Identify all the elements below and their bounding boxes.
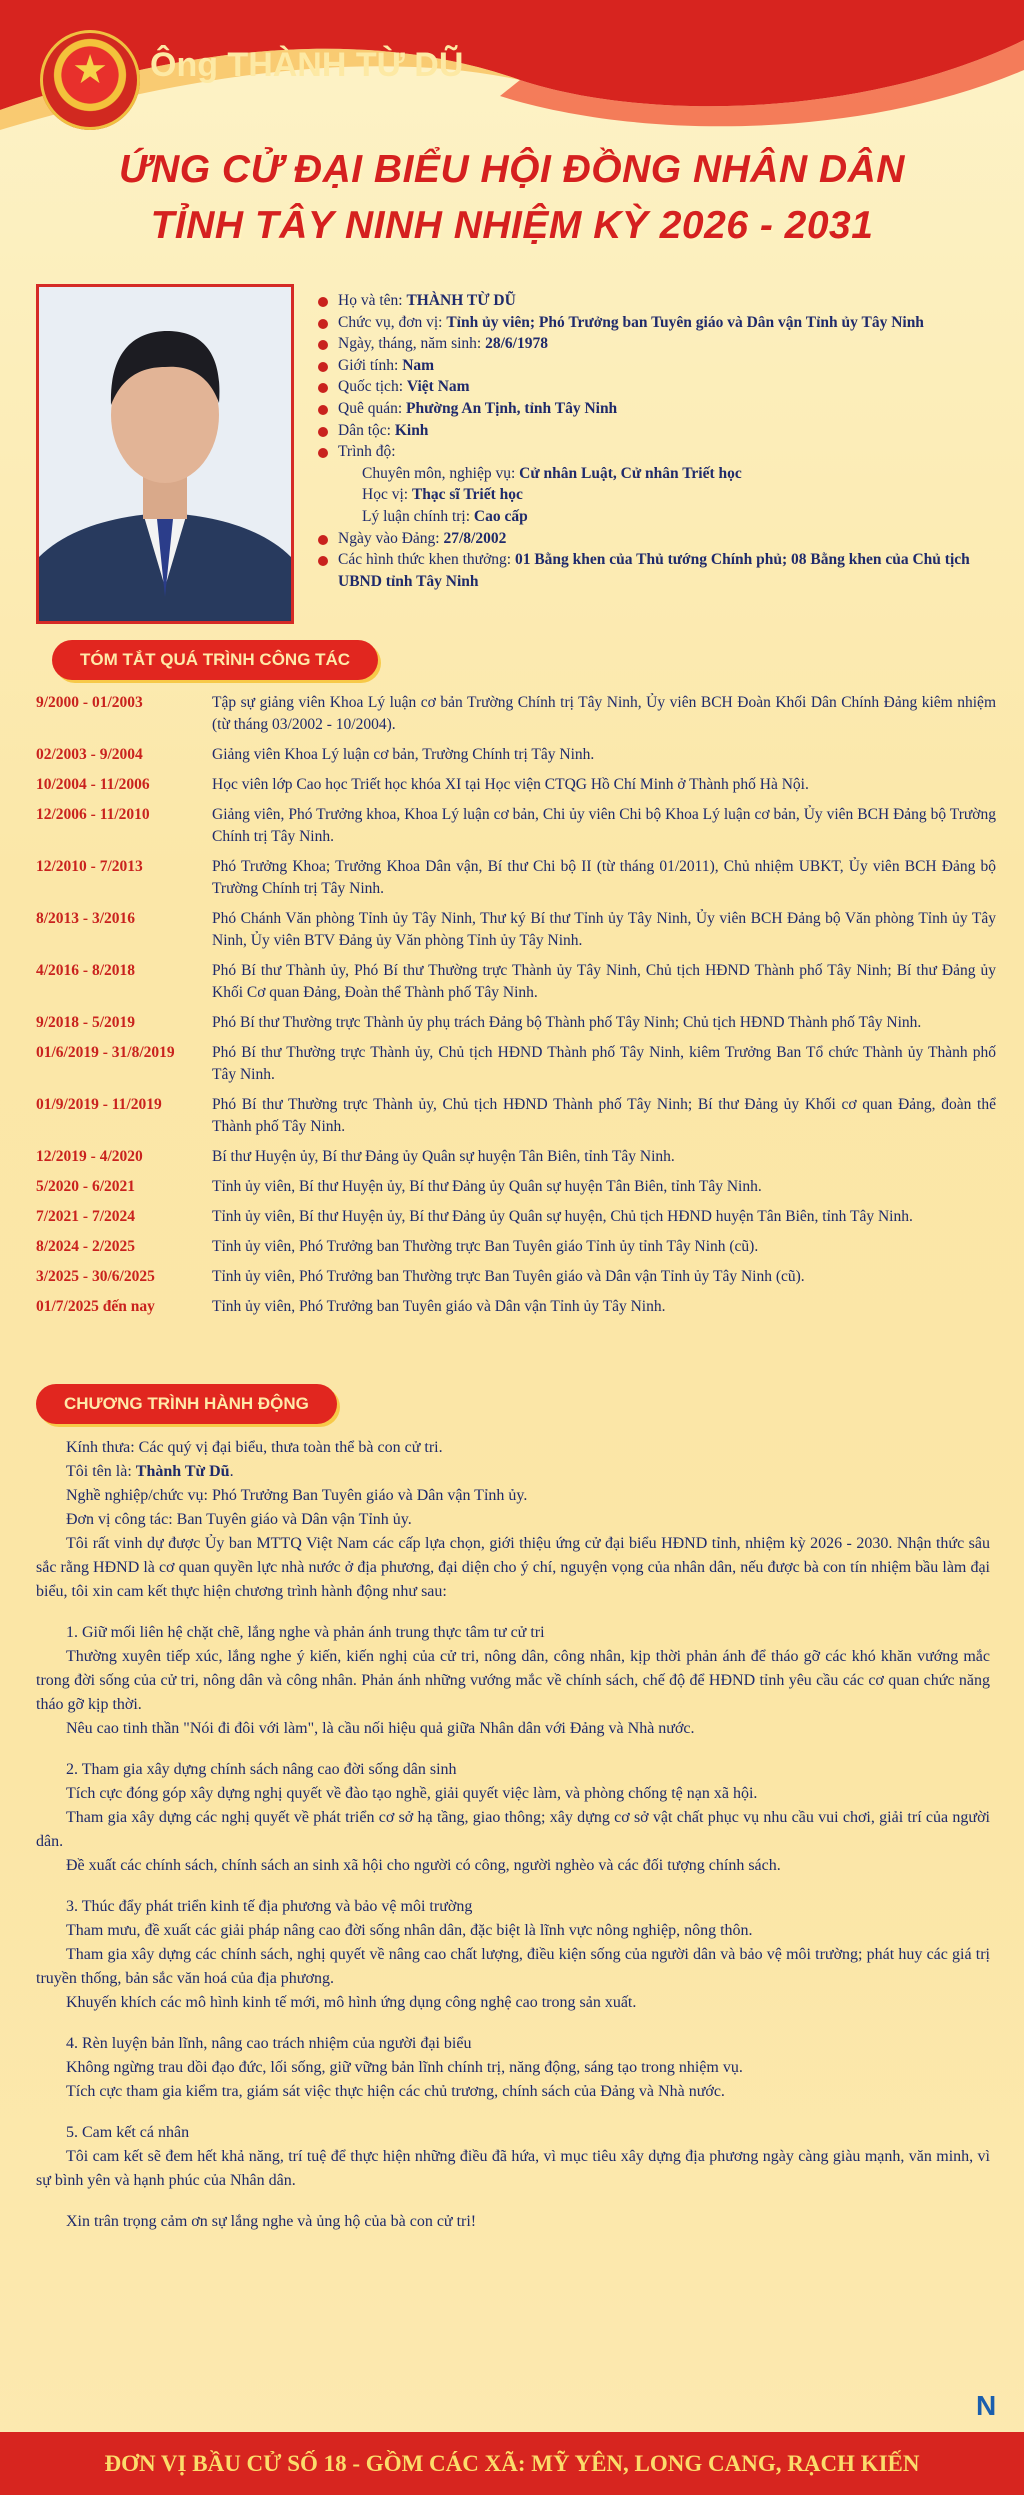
timeline-row (36, 908, 996, 952)
timeline-text: Tỉnh ủy viên, Phó Trưởng ban Thường trực Ban Tuyên giáo Tỉnh ủy tỉnh Tây Ninh (cũ). (212, 1238, 759, 1255)
timeline-text: Giảng viên, Phó Trưởng khoa, Khoa Lý luận cơ bản, Chi ủy viên Chi bộ Khoa Lý luận cơ bản, Ủy viên BCH Đảng bộ Trường Chính trị Tây Ninh. (212, 806, 996, 845)
timeline-text: Tỉnh ủy viên, Phó Trưởng ban Thường trực Ban Tuyên giáo và Dân vận Tỉnh ủy Tây Ninh (cũ). (212, 1268, 805, 1285)
timeline-row (36, 1094, 996, 1138)
timeline-row (36, 692, 996, 736)
info-row-position: Chức vụ, đơn vị: Tỉnh ủy viên; Phó Trưởng ban Tuyên giáo và Dân vận Tỉnh ủy Tây Ninh (316, 312, 996, 334)
title-line-2: TỈNH TÂY NINH NHIỆM KỲ 2026 - 2031 (150, 204, 874, 247)
point-4-title: 4. Rèn luyện bản lĩnh, nâng cao trách nhiệm của người đại biểu (66, 2035, 472, 2052)
timeline-row (36, 960, 996, 1004)
candidate-name-header: Ông THÀNH TỪ DŨ (150, 46, 464, 84)
timeline-row (36, 804, 996, 848)
action-program (36, 1436, 990, 2234)
point-3-b: Tham gia xây dựng các chính sách, nghị quyết về nâng cao chất lượng, điều kiện sống của người dân và bảo vệ môi trường; phát huy các giá trị truyền thống, bản sắc văn hoá của địa phương. (36, 1946, 990, 1987)
timeline-text: Phó Bí thư Thường trực Thành ủy phụ trách Đảng bộ Thành phố Tây Ninh; Chủ tịch HĐND Thành phố Tây Ninh. (212, 1014, 922, 1031)
publisher-logo-icon: N (976, 2390, 997, 2421)
timeline-row (36, 1206, 996, 1228)
point-4-a: Không ngừng trau dồi đạo đức, lối sống, giữ vững bản lĩnh chính trị, năng động, sáng tạo trong nhiệm vụ. (66, 2059, 743, 2076)
timeline-date: 02/2003 - 9/2004 (36, 746, 143, 763)
timeline-text: Phó Trưởng Khoa; Trưởng Khoa Dân vận, Bí thư Chi bộ II (từ tháng 01/2011), Chủ nhiệm UBKT, Ủy viên BCH Đảng bộ Trường Chính trị Tây Ninh. (212, 858, 996, 897)
point-2-c: Đề xuất các chính sách, chính sách an sinh xã hội cho người có công, người nghèo và các đối tượng chính sách. (66, 1857, 781, 1874)
info-row-nationality: Quốc tịch: Việt Nam (316, 376, 996, 398)
timeline-date: 12/2006 - 11/2010 (36, 806, 150, 823)
candidate-info (316, 290, 996, 592)
timeline-date: 7/2021 - 7/2024 (36, 1208, 136, 1225)
timeline-date: 9/2018 - 5/2019 (36, 1014, 136, 1031)
point-1-a: Thường xuyên tiếp xúc, lắng nghe ý kiến, kiến nghị của cử tri, nông dân, công nhân, kịp thời phản ánh để tháo gỡ các khó khăn vướng mắc trong đời sống của cử tri, nông dân và công nhân. Phản ánh những vướng mắc về chính sách, chế độ để HĐND tỉnh yêu cầu các cơ quan chức năng tháo gỡ kịp thời. (36, 1648, 990, 1713)
timeline-row (36, 1176, 996, 1198)
timeline-text: Tập sự giảng viên Khoa Lý luận cơ bản Trường Chính trị Tây Ninh, Ủy viên BCH Đoàn Khối Dân Chính Đảng kiêm nhiệm (từ tháng 03/2002 - 10/2004). (212, 694, 996, 733)
work-section-heading: TÓM TẮT QUÁ TRÌNH CÔNG TÁC (52, 640, 378, 680)
timeline-row (36, 1042, 996, 1086)
info-row-gender: Giới tính: Nam (316, 355, 996, 377)
timeline-text: Tỉnh ủy viên, Phó Trưởng ban Tuyên giáo và Dân vận Tỉnh ủy Tây Ninh. (212, 1298, 666, 1315)
info-row-party: Ngày vào Đảng: 27/8/2002 (316, 528, 996, 550)
point-2-b: Tham gia xây dựng các nghị quyết về phát triển cơ sở hạ tầng, giao thông; xây dựng cơ sở vật chất phục vụ nhu cầu vui chơi, giải trí của người dân. (36, 1809, 990, 1850)
info-row-dob: Ngày, tháng, năm sinh: 28/6/1978 (316, 333, 996, 355)
timeline-text: Phó Chánh Văn phòng Tỉnh ủy Tây Ninh, Thư ký Bí thư Tỉnh ủy Tây Ninh, Ủy viên BCH Đảng bộ Văn phòng Tỉnh ủy Tây Ninh, Ủy viên BTV Đảng ủy Văn phòng Tỉnh ủy Tây Ninh. (212, 910, 996, 949)
point-2-a: Tích cực đóng góp xây dựng nghị quyết về đào tạo nghề, giải quyết việc làm, và phòng chống tệ nạn xã hội. (66, 1785, 758, 1802)
timeline-date: 01/9/2019 - 11/2019 (36, 1096, 162, 1113)
electoral-unit-footer: ĐƠN VỊ BẦU CỬ SỐ 18 - GỒM CÁC XÃ: MỸ YÊN, LONG CANG, RẠCH KIẾN (0, 2432, 1024, 2495)
point-3-a: Tham mưu, đề xuất các giải pháp nâng cao đời sống nhân dân, đặc biệt là lĩnh vực nông nghiệp, nông thôn. (66, 1922, 753, 1939)
timeline-date: 8/2024 - 2/2025 (36, 1238, 136, 1255)
work-timeline (36, 692, 996, 1326)
timeline-date: 9/2000 - 01/2003 (36, 694, 143, 711)
greeting: Kính thưa: Các quý vị đại biểu, thưa toàn thể bà con cử tri. (66, 1439, 443, 1456)
timeline-text: Bí thư Huyện ủy, Bí thư Đảng ủy Quân sự huyện Tân Biên, tỉnh Tây Ninh. (212, 1148, 675, 1165)
info-row-specialty: Chuyên môn, nghiệp vụ: Cử nhân Luật, Cử nhân Triết học (362, 464, 742, 482)
closing: Xin trân trọng cảm ơn sự lắng nghe và ủng hộ của bà con cử tri! (66, 2213, 477, 2230)
timeline-row (36, 1012, 996, 1034)
timeline-row (36, 1146, 996, 1168)
info-row-political: Lý luận chính trị: Cao cấp (362, 507, 528, 525)
national-emblem-icon: ★ (40, 30, 140, 130)
timeline-date: 10/2004 - 11/2006 (36, 776, 150, 793)
timeline-row (36, 1296, 996, 1318)
timeline-date: 5/2020 - 6/2021 (36, 1178, 136, 1195)
candidate-photo (36, 284, 294, 624)
timeline-date: 01/7/2025 đến nay (36, 1298, 155, 1315)
timeline-text: Giảng viên Khoa Lý luận cơ bản, Trường Chính trị Tây Ninh. (212, 746, 595, 763)
timeline-date: 12/2010 - 7/2013 (36, 858, 143, 875)
timeline-row (36, 1236, 996, 1258)
point-5-a: Tôi cam kết sẽ đem hết khả năng, trí tuệ để thực hiện những điều đã hứa, vì mục tiêu xây dựng địa phương ngày càng giàu mạnh, văn minh, vì sự bình yên và hạnh phúc của Nhân dân. (36, 2148, 990, 2189)
title-line-1: ỨNG CỬ ĐẠI BIỂU HỘI ĐỒNG NHÂN DÂN (119, 148, 905, 191)
info-row-awards: Các hình thức khen thưởng: 01 Bằng khen của Thủ tướng Chính phủ; 08 Bằng khen của Chủ tịch UBND tỉnh Tây Ninh (316, 549, 996, 592)
opening-paragraph: Tôi rất vinh dự được Ủy ban MTTQ Việt Nam các cấp lựa chọn, giới thiệu ứng cử đại biểu HĐND tỉnh, nhiệm kỳ 2026 - 2030. Nhận thức sâu sắc rằng HĐND là cơ quan quyền lực nhà nước ở địa phương, đại diện cho ý chí, nguyện vọng của nhân dân, nếu được bà con tín nhiệm bầu làm đại biểu, tôi xin cam kết thực hiện chương trình hành động như sau: (36, 1535, 990, 1600)
point-2-title: 2. Tham gia xây dựng chính sách nâng cao đời sống dân sinh (66, 1761, 457, 1778)
point-5-title: 5. Cam kết cá nhân (66, 2124, 190, 2141)
info-row-hometown: Quê quán: Phường An Tịnh, tỉnh Tây Ninh (316, 398, 996, 420)
timeline-date: 4/2016 - 8/2018 (36, 962, 136, 979)
timeline-text: Học viên lớp Cao học Triết học khóa XI tại Học viện CTQG Hồ Chí Minh ở Thành phố Hà Nội. (212, 776, 809, 793)
program-section-heading: CHƯƠNG TRÌNH HÀNH ĐỘNG (36, 1384, 337, 1424)
timeline-text: Phó Bí thư Thường trực Thành ủy, Chủ tịch HĐND Thành phố Tây Ninh; Bí thư Đảng ủy Khối cơ quan Đảng, đoàn thể Thành phố Tây Ninh. (212, 1096, 996, 1135)
timeline-date: 12/2019 - 4/2020 (36, 1148, 143, 1165)
info-row-education: Trình độ: (316, 441, 996, 463)
timeline-row (36, 856, 996, 900)
intro: Tôi tên là: Thành Từ Dũ. (66, 1463, 234, 1480)
timeline-date: 8/2013 - 3/2016 (36, 910, 136, 927)
timeline-text: Tỉnh ủy viên, Bí thư Huyện ủy, Bí thư Đảng ủy Quân sự huyện, Chủ tịch HĐND huyện Tân Biên, tỉnh Tây Ninh. (212, 1208, 913, 1225)
timeline-text: Phó Bí thư Thường trực Thành ủy, Chủ tịch HĐND Thành phố Tây Ninh, kiêm Trưởng Ban Tổ chức Thành ủy Thành phố Tây Ninh. (212, 1044, 996, 1083)
point-4-b: Tích cực tham gia kiểm tra, giám sát việc thực hiện các chủ trương, chính sách của Đảng và Nhà nước. (66, 2083, 725, 2100)
timeline-date: 01/6/2019 - 31/8/2019 (36, 1044, 175, 1061)
info-row-ethnicity: Dân tộc: Kinh (316, 420, 996, 442)
timeline-row (36, 1266, 996, 1288)
timeline-text: Tỉnh ủy viên, Bí thư Huyện ủy, Bí thư Đảng ủy Quân sự huyện Tân Biên, tỉnh Tây Ninh. (212, 1178, 762, 1195)
point-1-b: Nêu cao tinh thần "Nói đi đôi với làm", là cầu nối hiệu quả giữa Nhân dân với Đảng và Nhà nước. (66, 1720, 695, 1737)
point-3-c: Khuyến khích các mô hình kinh tế mới, mô hình ứng dụng công nghệ cao trong sản xuất. (66, 1994, 637, 2011)
point-3-title: 3. Thúc đẩy phát triển kinh tế địa phương và bảo vệ môi trường (66, 1898, 473, 1915)
timeline-date: 3/2025 - 30/6/2025 (36, 1268, 155, 1285)
info-row-degree: Học vị: Thạc sĩ Triết học (362, 486, 523, 504)
timeline-row (36, 744, 996, 766)
timeline-text: Phó Bí thư Thành ủy, Phó Bí thư Thường trực Thành ủy Tây Ninh, Chủ tịch HĐND Thành phố Tây Ninh; Bí thư Đảng ủy Khối Cơ quan Đảng, Đoàn thể Thành phố Tây Ninh. (212, 962, 996, 1001)
point-1-title: 1. Giữ mối liên hệ chặt chẽ, lắng nghe và phản ánh trung thực tâm tư cử tri (66, 1624, 545, 1641)
info-row-name: Họ và tên: THÀNH TỪ DŨ (316, 290, 996, 312)
workplace: Đơn vị công tác: Ban Tuyên giáo và Dân vận Tỉnh ủy. (66, 1511, 412, 1528)
timeline-row (36, 774, 996, 796)
job: Nghề nghiệp/chức vụ: Phó Trưởng Ban Tuyên giáo và Dân vận Tỉnh ủy. (66, 1487, 528, 1504)
